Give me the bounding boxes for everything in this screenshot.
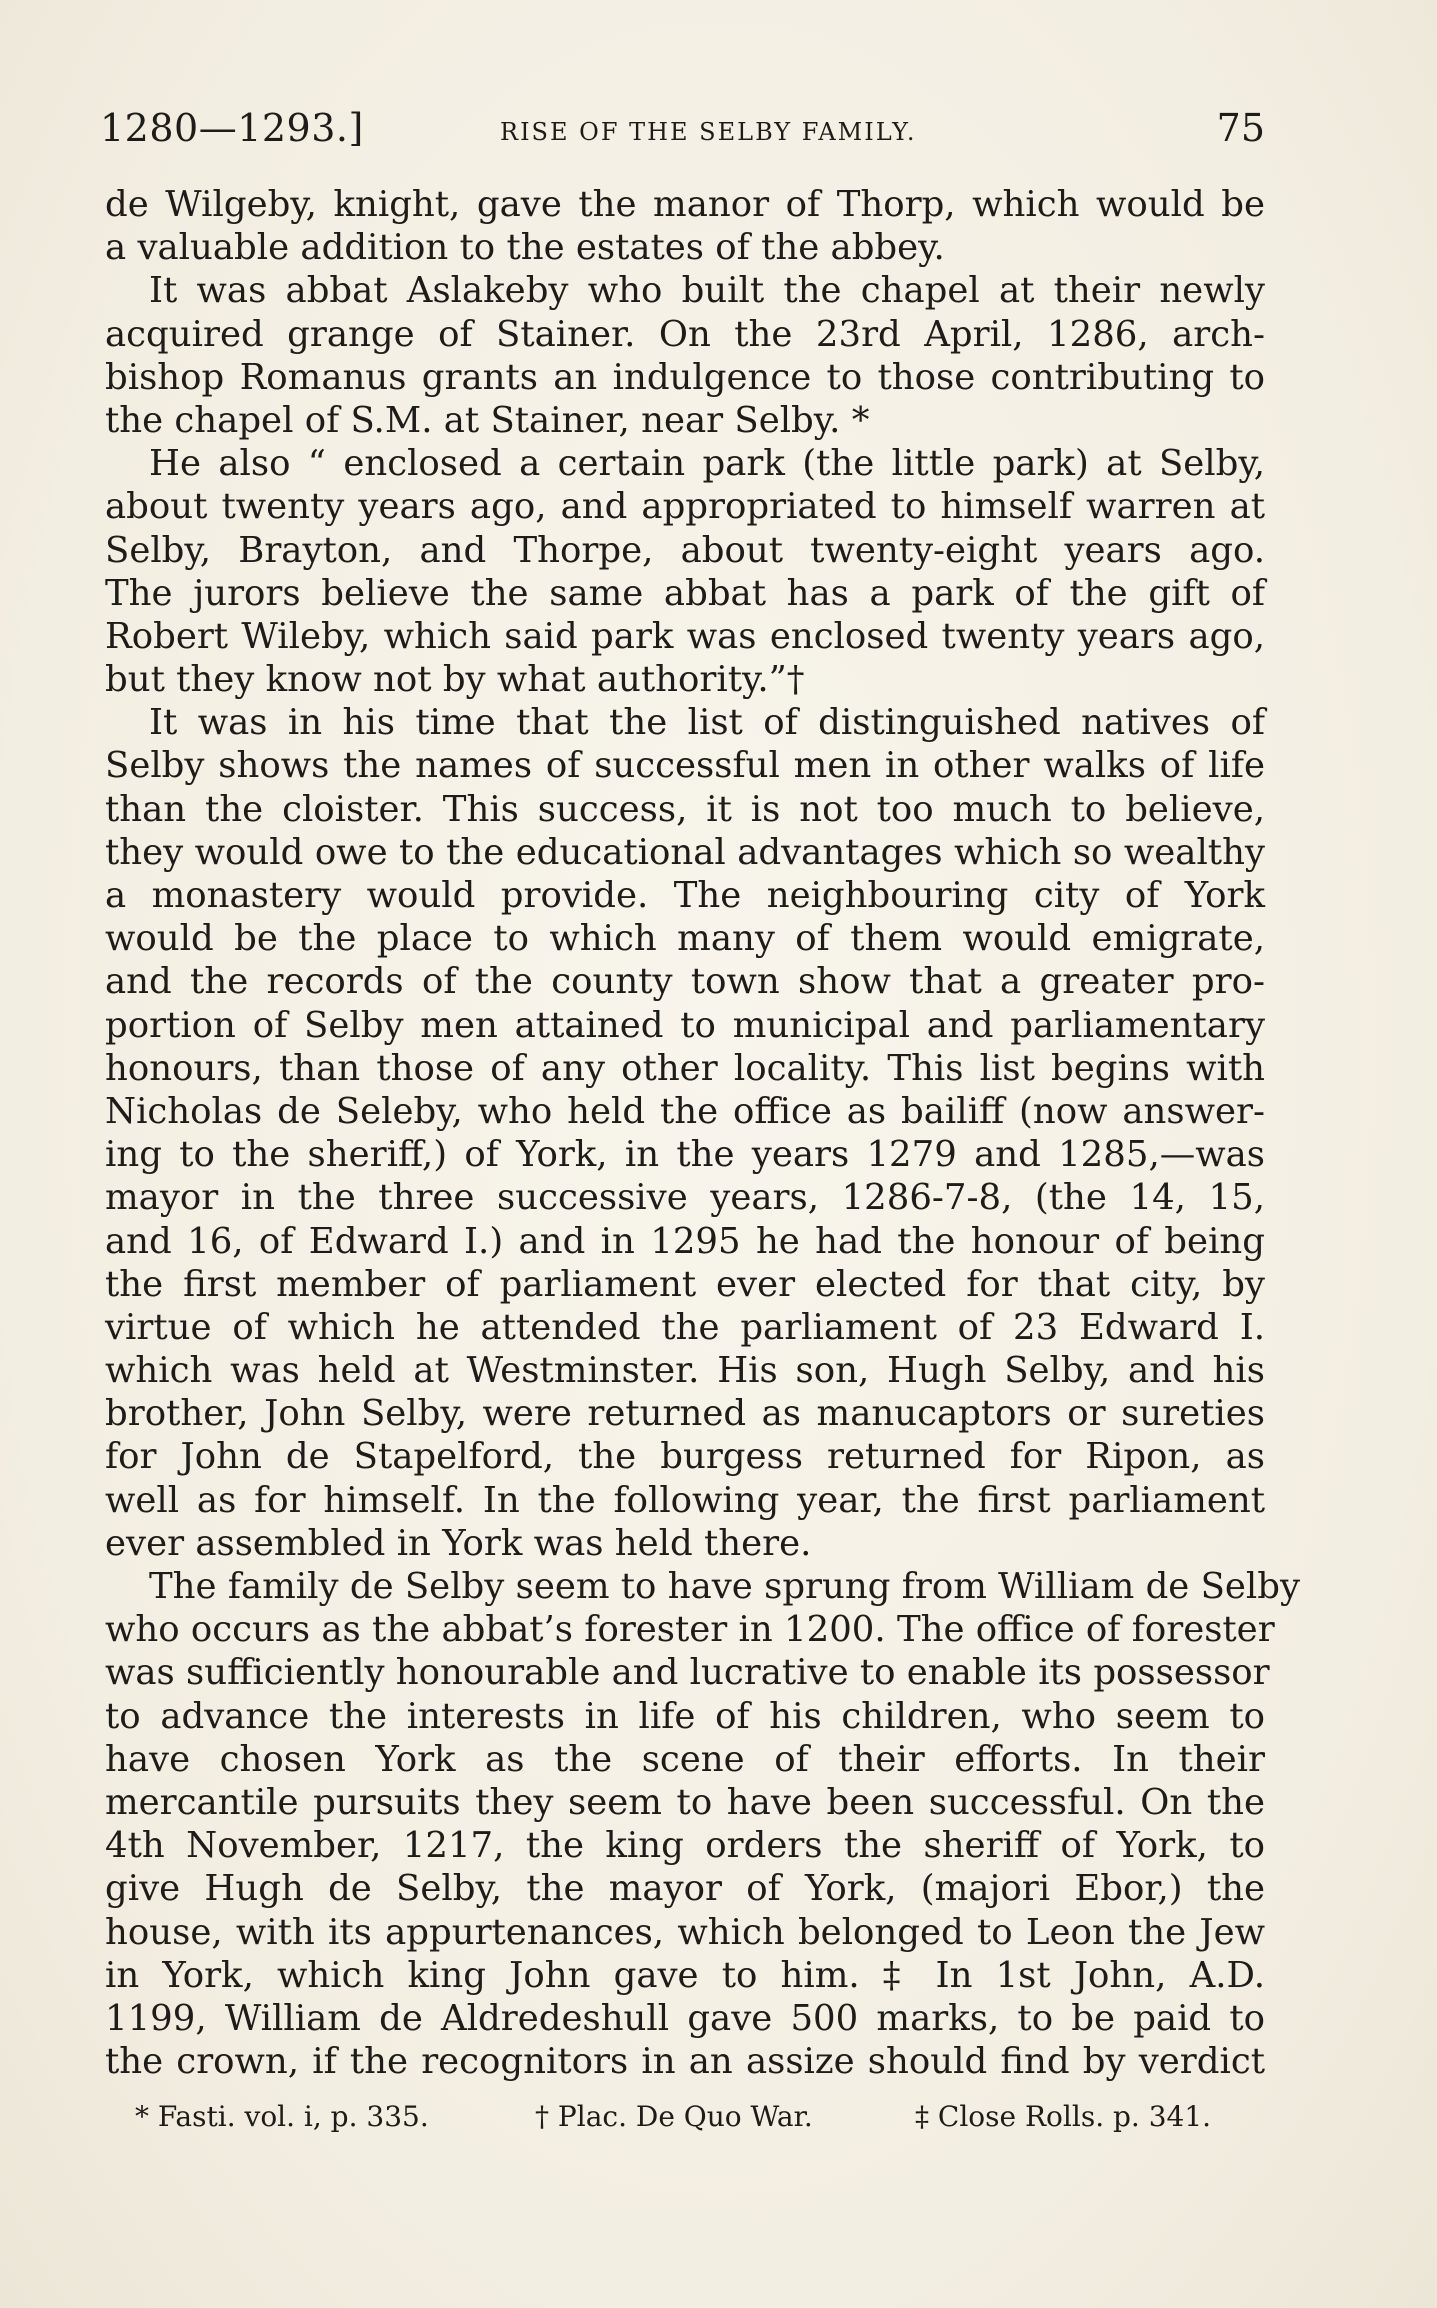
text-line: and 16, of Edward I.) and in 1295 he had the honour of being xyxy=(105,1220,1265,1262)
text-line: He also “ enclosed a certain park (the little park) at Selby, xyxy=(149,443,1265,485)
text-line: mercantile pursuits they seem to have been successful. On the xyxy=(105,1781,1265,1823)
text-line: It was in his time that the list of distinguished natives of xyxy=(149,702,1265,744)
body-text xyxy=(105,183,1301,2083)
text-line: to advance the interests in life of his children, who seem to xyxy=(105,1695,1265,1737)
text-line: It was abbat Aslakeby who built the chapel at their newly xyxy=(149,270,1265,312)
text-line: have chosen York as the scene of their efforts. In their xyxy=(105,1738,1265,1780)
footnote-fasti: * Fasti. vol. i, p. 335. xyxy=(135,2100,429,2133)
text-line: who occurs as the abbat’s forester in 1200. The office of forester xyxy=(105,1609,1275,1651)
text-line: 4th November, 1217, the king orders the sheriff of York, to xyxy=(105,1825,1265,1867)
text-line: portion of Selby men attained to municipal and parliamentary xyxy=(105,1004,1265,1046)
text-line: for John de Stapelford, the burgess returned for Ripon, as xyxy=(105,1436,1265,1478)
running-header xyxy=(100,100,1265,160)
text-line: would be the place to which many of them would emigrate, xyxy=(105,918,1265,960)
page-number: 75 xyxy=(1216,106,1265,150)
text-line: Selby shows the names of successful men in other walks of life xyxy=(105,745,1265,787)
text-line: they would owe to the educational advantages which so wealthy xyxy=(105,831,1265,873)
text-line: Selby, Brayton, and Thorpe, about twenty-eight years ago. xyxy=(105,529,1265,571)
text-line: mayor in the three successive years, 1286-7-8, (the 14, 15, xyxy=(105,1177,1265,1219)
footnote-close-rolls: ‡ Close Rolls. p. 341. xyxy=(915,2100,1212,2133)
footnote-placita: † Plac. De Quo War. xyxy=(535,2100,813,2133)
text-line: a valuable addition to the estates of the abbey. xyxy=(105,227,945,269)
text-line: the chapel of S.M. at Stainer, near Selby. * xyxy=(105,399,870,441)
text-line: give Hugh de Selby, the mayor of York, (majori Ebor,) the xyxy=(105,1868,1265,1910)
text-line: ing to the sheriff,) of York, in the years 1279 and 1285,—was xyxy=(105,1134,1265,1176)
header-date-range: 1280—1293.] xyxy=(100,106,364,150)
text-line: virtue of which he attended the parliament of 23 Edward I. xyxy=(105,1306,1265,1348)
text-line: bishop Romanus grants an indulgence to those contributing to xyxy=(105,356,1265,398)
text-line: the crown, if the recognitors in an assize should find by verdict xyxy=(105,2041,1265,2083)
text-line: was sufficiently honourable and lucrative to enable its possessor xyxy=(105,1652,1270,1694)
text-line: and the records of the county town show that a greater pro- xyxy=(105,961,1265,1003)
text-line: 1199, William de Aldredeshull gave 500 marks, to be paid to xyxy=(105,1997,1265,2039)
text-line: house, with its appurtenances, which belonged to Leon the Jew xyxy=(105,1911,1265,1953)
text-line: but they know not by what authority.”† xyxy=(105,659,805,701)
text-line: Robert Wileby, which said park was enclosed twenty years ago, xyxy=(105,615,1265,657)
text-line: about twenty years ago, and appropriated to himself warren at xyxy=(105,486,1265,528)
text-line: well as for himself. In the following year, the first parliament xyxy=(105,1479,1265,1521)
text-line: than the cloister. This success, it is not too much to believe, xyxy=(105,788,1265,830)
text-line: the first member of parliament ever elected for that city, by xyxy=(105,1263,1265,1305)
text-line: a monastery would provide. The neighbouring city of York xyxy=(105,875,1265,916)
text-line: which was held at Westminster. His son, Hugh Selby, and his xyxy=(105,1350,1265,1392)
text-line: brother, John Selby, were returned as manucaptors or sureties xyxy=(105,1393,1265,1435)
text-line: Nicholas de Seleby, who held the office as bailiff (now answer- xyxy=(105,1090,1265,1132)
footnotes xyxy=(135,2100,1235,2140)
text-line: ever assembled in York was held there. xyxy=(105,1522,812,1564)
text-line: in York, which king John gave to him. ‡ In 1st John, A.D. xyxy=(105,1954,1265,1996)
text-line: de Wilgeby, knight, gave the manor of Thorp, which would be xyxy=(105,184,1265,225)
text-line: The jurors believe the same abbat has a park of the gift of xyxy=(105,572,1265,614)
text-line: honours, than those of any other locality. This list begins with xyxy=(105,1047,1265,1089)
header-title: RISE OF THE SELBY FAMILY. xyxy=(500,118,917,146)
text-line: acquired grange of Stainer. On the 23rd April, 1286, arch- xyxy=(105,313,1265,355)
text-line: The family de Selby seem to have sprung from William de Selby xyxy=(149,1566,1301,1607)
